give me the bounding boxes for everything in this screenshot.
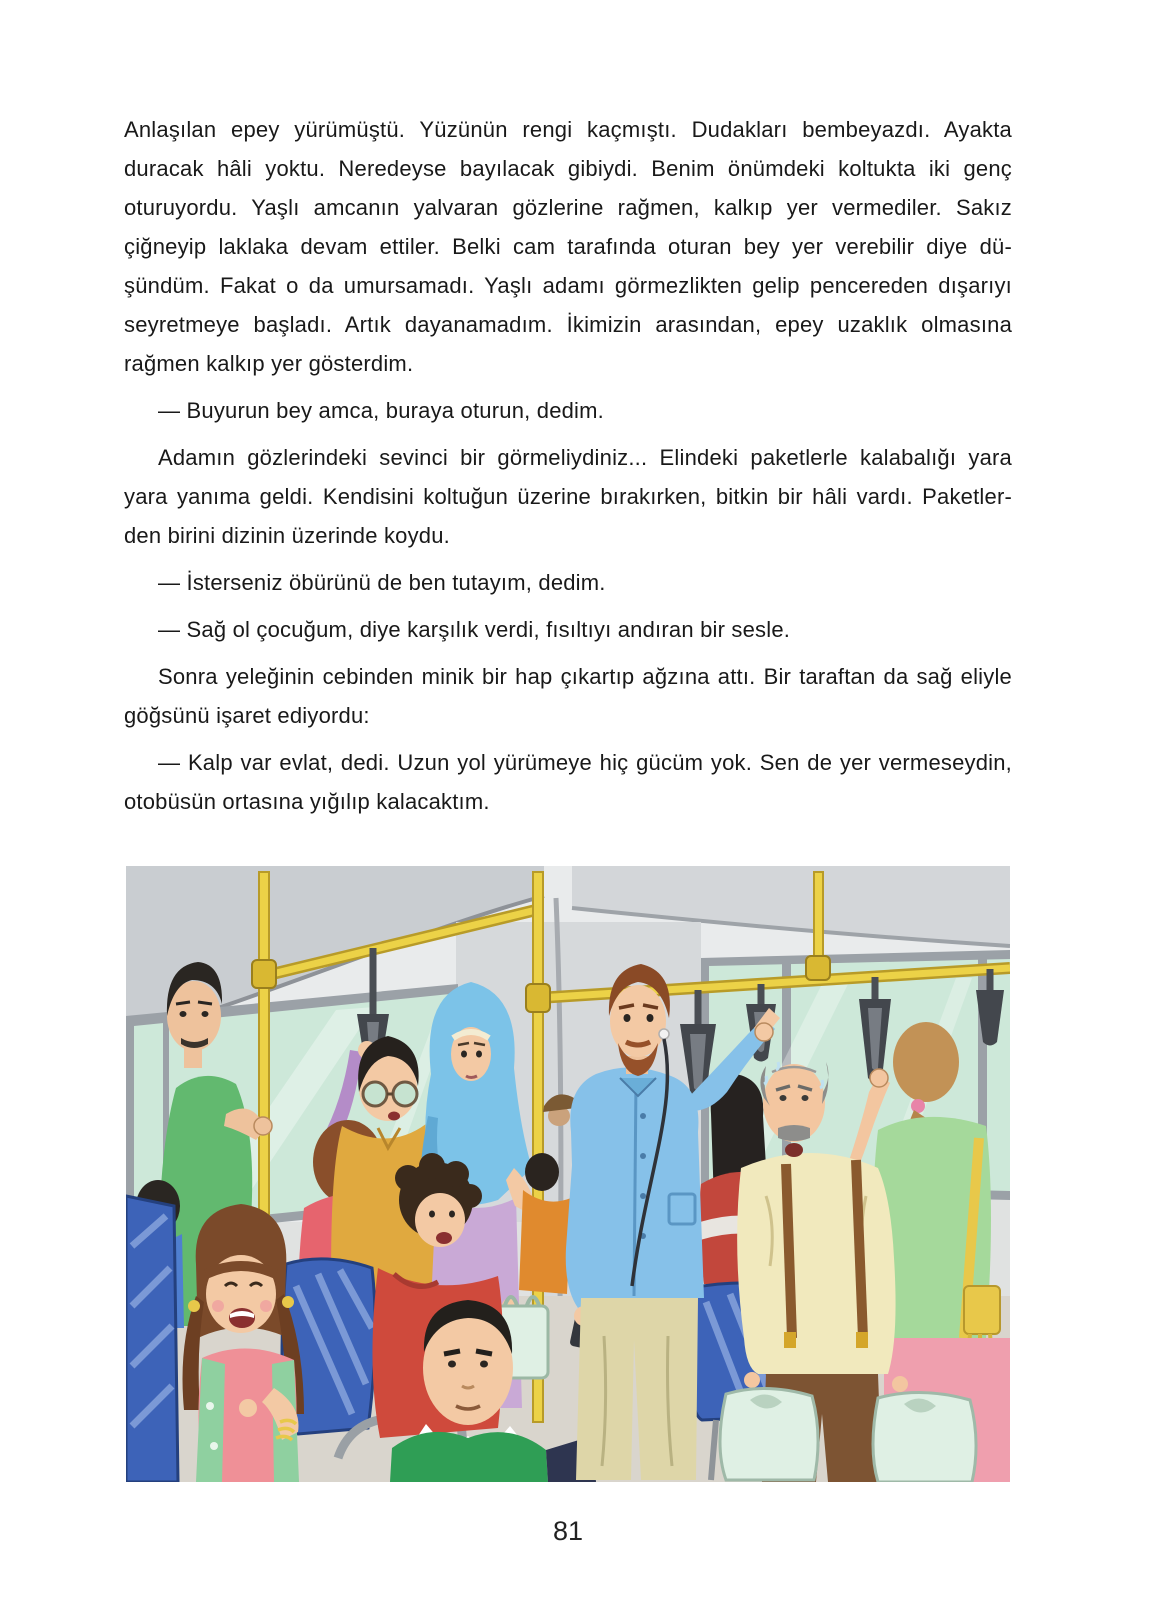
open-mouth	[785, 1143, 803, 1157]
paragraph-dialogue	[124, 391, 1012, 430]
story-text	[124, 110, 1012, 821]
text-line: — Kalp var evlat, dedi. Uzun yol yürümeye hiç gücüm yok. Sen de yer vermeseydin,	[158, 750, 1012, 775]
paragraph	[124, 438, 1012, 555]
gray-mustache	[778, 1125, 810, 1141]
paragraph	[124, 110, 1012, 383]
earbud	[659, 1029, 669, 1039]
text-line: Sonra yeleğinin cebinden minik bir hap çıkartıp ağzına attı. Bir taraftan da sağ eliyle	[158, 664, 1012, 689]
text-line: şündüm. Fakat o da umursamadı. Yaşlı adamı görmezlikten gelip pencereden dışarıyı	[124, 273, 1012, 298]
text-line: — Buyurun bey amca, buraya oturun, dedim.	[158, 398, 604, 423]
paragraph	[124, 657, 1012, 735]
text-line: oturuyordu. Yaşlı amcanın yalvaran gözlerine rağmen, kalkıp yer vermediler. Sakız	[124, 195, 1012, 220]
text-line: göğsünü işaret ediyordu:	[124, 703, 370, 728]
gripping-hand	[755, 1023, 773, 1041]
text-line: den birini dizinin üzerinde koydu.	[124, 523, 450, 548]
text-line: yara yanıma geldi. Kendisini koltuğun üzerine bırakırken, bitkin bir hâli vardı. Paketler-	[124, 484, 1012, 509]
paragraph-dialogue	[124, 563, 1012, 602]
bus-illustration	[126, 866, 1010, 1482]
suspender	[856, 1160, 863, 1338]
text-line: duracak hâli yoktu. Neredeyse bayılacak gibiydi. Benim önümdeki koltukta iki genç	[124, 156, 1012, 181]
text-line: otobüsün ortasına yığılıp kalacaktım.	[124, 789, 490, 814]
shoulder-bag	[964, 1286, 1000, 1334]
suspender	[786, 1164, 792, 1338]
plastic-bag	[720, 1388, 818, 1480]
text-line: seyretmeye başladı. Artık dayanamadım. İkimizin arasından, epey uzaklık olmasına	[124, 312, 1012, 337]
text-line: — Sağ ol çocuğum, diye karşılık verdi, fısıltıyı andıran bir sesle.	[158, 617, 791, 642]
glasses	[363, 1082, 387, 1106]
text-line: — İsterseniz öbürünü de ben tutayım, dedim.	[158, 570, 606, 595]
page-number: 81	[552, 1516, 584, 1546]
text-line: rağmen kalkıp yer gösterdim.	[124, 351, 414, 376]
paragraph-dialogue	[124, 743, 1012, 821]
paragraph-dialogue	[124, 610, 1012, 649]
text-line: çiğneyip laklaka devam ettiler. Belki cam tarafında oturan bey yer verebilir diye dü-	[124, 234, 1012, 259]
scrunchie	[911, 1099, 925, 1113]
text-line: Adamın gözlerindeki sevinci bir görmeliydiniz... Elindeki paketlerle kalabalığı yara	[158, 445, 1012, 470]
text-line: Anlaşılan epey yürümüştü. Yüzünün rengi kaçmıştı. Dudakları bembeyazdı. Ayakta	[124, 117, 1012, 142]
plastic-bag	[873, 1392, 976, 1482]
